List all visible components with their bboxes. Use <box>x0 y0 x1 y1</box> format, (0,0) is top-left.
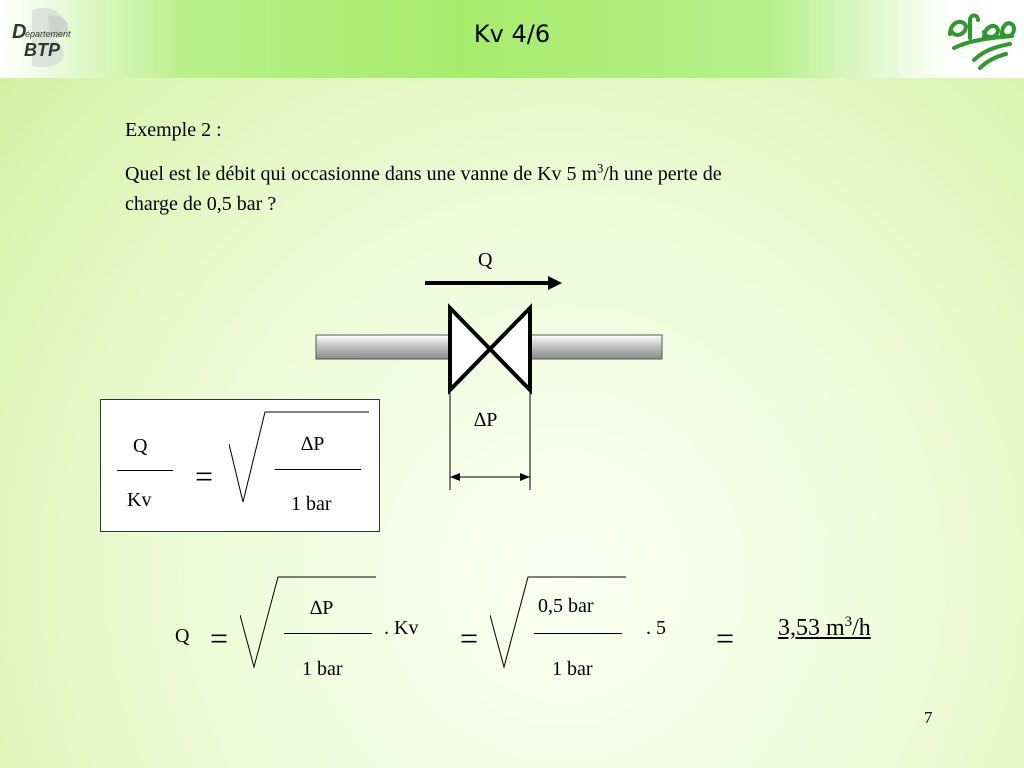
slide-title: Kv 4/6 <box>473 20 551 48</box>
flow-label: Q <box>478 249 493 271</box>
afpa-logo <box>944 8 1016 70</box>
calc-q-label: Q <box>175 625 190 647</box>
formula-fraction-line-left <box>117 470 173 471</box>
calc-result-superscript: 3 <box>844 614 853 630</box>
calc-frac1-line <box>284 633 372 634</box>
formula-equals: = <box>195 458 214 494</box>
calc-equals-1: = <box>210 620 229 656</box>
calc-frac2-line <box>534 633 622 634</box>
question-part1: Quel est le débit qui occasionne dans une vanne de Kv 5 m <box>125 163 598 185</box>
valve-left-triangle <box>450 308 490 390</box>
calc-equals-3: = <box>716 620 735 656</box>
formula-box <box>100 399 380 532</box>
formula-fraction-line-right <box>275 469 361 470</box>
calc-multiply-five: . 5 <box>646 617 666 639</box>
calc-equals-2: = <box>460 620 479 656</box>
question-part2: /h une perte de <box>603 163 722 185</box>
formula-numerator-q: Q <box>133 435 148 457</box>
pipe-right <box>528 335 662 359</box>
dimension-arrow-left <box>450 473 460 481</box>
example-label: Exemple 2 : <box>125 119 222 141</box>
svg-text:D: D <box>12 21 27 43</box>
calc-frac2-denominator: 1 bar <box>552 658 593 680</box>
calc-frac1-denominator: 1 bar <box>302 658 343 680</box>
page-number: 7 <box>924 708 933 727</box>
formula-numerator-dp: ∆P <box>301 433 325 455</box>
formula-denominator-kv: Kv <box>127 489 152 511</box>
question-superscript: 3 <box>597 161 604 176</box>
flow-arrow-head <box>548 276 562 290</box>
calc-multiply-kv: . Kv <box>384 617 419 639</box>
calc-result <box>778 614 871 642</box>
question-line-1 <box>125 160 722 188</box>
calc-result-value: 3,53 m <box>778 615 845 641</box>
dimension-arrow-right <box>520 473 530 481</box>
calc-result-unit: /h <box>852 615 871 641</box>
question-line-2: charge de 0,5 bar ? <box>125 193 277 215</box>
slide-header <box>0 0 1024 78</box>
pipe-left <box>316 335 452 359</box>
valve-right-triangle <box>490 308 530 390</box>
pressure-drop-label: ∆P <box>474 409 498 431</box>
calc-frac1-numerator: ∆P <box>310 597 334 619</box>
svg-text:BTP: BTP <box>24 40 60 60</box>
calc-frac2-numerator: 0,5 bar <box>538 595 594 617</box>
formula-denominator-bar: 1 bar <box>291 493 332 515</box>
svg-text:épartement: épartement <box>25 29 71 39</box>
